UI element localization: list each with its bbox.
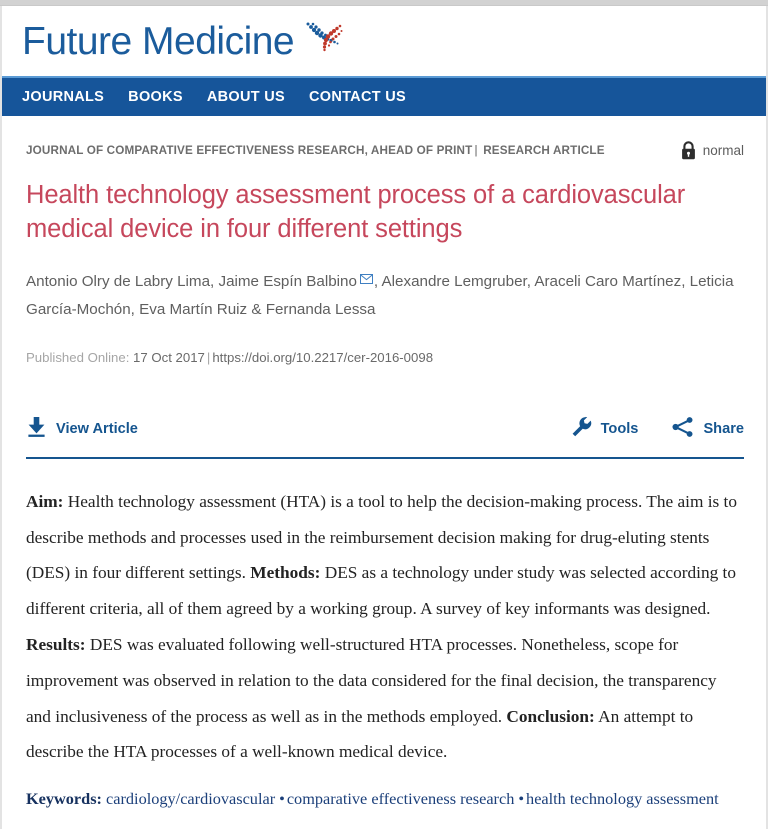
breadcrumb bbox=[26, 144, 605, 157]
nav-item-journals[interactable]: JOURNALS bbox=[22, 89, 105, 105]
share-button[interactable] bbox=[672, 417, 744, 441]
breadcrumb-journal[interactable]: JOURNAL OF COMPARATIVE EFFECTIVENESS RESEARCH, AHEAD OF PRINT bbox=[26, 144, 473, 157]
abstract-conclusion-label: Conclusion: bbox=[506, 706, 595, 726]
share-nodes-icon bbox=[672, 417, 694, 441]
envelope-icon[interactable] bbox=[360, 266, 373, 276]
keyword-item-1[interactable]: cardiology/cardiovascular bbox=[106, 789, 276, 809]
site-masthead bbox=[2, 6, 766, 76]
view-article-button[interactable] bbox=[26, 416, 138, 442]
publication-info bbox=[26, 348, 744, 368]
abstract-results-text: DES was evaluated following well-structured HTA processes. Nonetheless, scope for improvement was observed in relation to the data considered for the final decision, the transparency and inclusiveness of the process as well as in the methods employed. bbox=[26, 635, 717, 726]
doi-link[interactable]: https://doi.org/10.2217/cer-2016-0098 bbox=[212, 350, 434, 366]
tools-button[interactable] bbox=[571, 416, 639, 441]
doi-separator: | bbox=[206, 350, 211, 366]
toolbar-right-group bbox=[571, 416, 744, 441]
published-date: 17 Oct 2017 bbox=[133, 350, 205, 366]
access-status-badge bbox=[681, 141, 744, 160]
abstract-text bbox=[26, 484, 744, 770]
share-label: Share bbox=[703, 420, 744, 437]
view-article-label: View Article bbox=[56, 420, 138, 437]
abstract-methods-text: DES as a technology under study was selected according to different criteria, all of them agreed by a working group. A survey of key informants was designed. bbox=[26, 563, 736, 619]
page-frame bbox=[0, 6, 768, 829]
breadcrumb-separator: | bbox=[474, 144, 478, 157]
abstract-methods-label: Methods: bbox=[250, 563, 321, 583]
author-list bbox=[26, 266, 738, 324]
abstract-conclusion-text: An attempt to describe the HTA processes of a well-known medical device. bbox=[26, 706, 694, 762]
abstract-aim-label: Aim: bbox=[26, 491, 64, 511]
keyword-bullet-2: • bbox=[518, 789, 525, 809]
breadcrumb-row bbox=[26, 116, 744, 160]
page-title: Health technology assessment process of a cardiovascular medical device in four different settings bbox=[26, 181, 686, 243]
article-toolbar bbox=[26, 416, 744, 459]
lock-icon bbox=[681, 141, 696, 160]
tools-label: Tools bbox=[600, 420, 639, 437]
site-brand-name: Future Medicine bbox=[22, 19, 295, 63]
keywords-label: Keywords: bbox=[26, 789, 102, 809]
authors-segment-1[interactable]: Antonio Olry de Labry Lima, Jaime Espín Balbino bbox=[26, 272, 357, 290]
keyword-item-2[interactable]: comparative effectiveness research bbox=[286, 789, 515, 809]
authors-segment-2[interactable]: , Alexandre Lemgruber, Araceli Caro Martínez, bbox=[373, 272, 686, 290]
site-logo-link[interactable] bbox=[22, 19, 348, 63]
abstract-aim-text: Health technology assessment (HTA) is a tool to help the decision-making process. The aim is to describe methods and processes used in the reimbursement decision making for drug-eluting stents (DES) in four different settings. bbox=[26, 491, 738, 583]
wrench-icon bbox=[571, 416, 592, 441]
download-icon bbox=[26, 416, 47, 442]
keywords-row bbox=[26, 786, 744, 812]
keyword-item-3[interactable]: health technology assessment bbox=[526, 789, 719, 809]
published-online-label: Published Online: bbox=[26, 350, 130, 366]
authors-segment-3[interactable]: Leticia García-Mochón, Eva Martín Ruiz & Fernanda Lessa bbox=[26, 272, 734, 318]
article-content bbox=[2, 116, 766, 812]
breadcrumb-article-type[interactable]: RESEARCH ARTICLE bbox=[483, 144, 605, 157]
abstract-results-label: Results: bbox=[26, 635, 86, 655]
nav-item-books[interactable]: BOOKS bbox=[128, 89, 183, 105]
nav-item-contact-us[interactable]: CONTACT US bbox=[308, 89, 406, 105]
keyword-bullet-1: • bbox=[279, 789, 285, 809]
dna-helix-dots-logo-icon bbox=[304, 16, 348, 60]
main-navigation bbox=[2, 76, 766, 116]
access-status-label: normal bbox=[702, 143, 744, 158]
nav-item-about-us[interactable]: ABOUT US bbox=[206, 89, 285, 105]
